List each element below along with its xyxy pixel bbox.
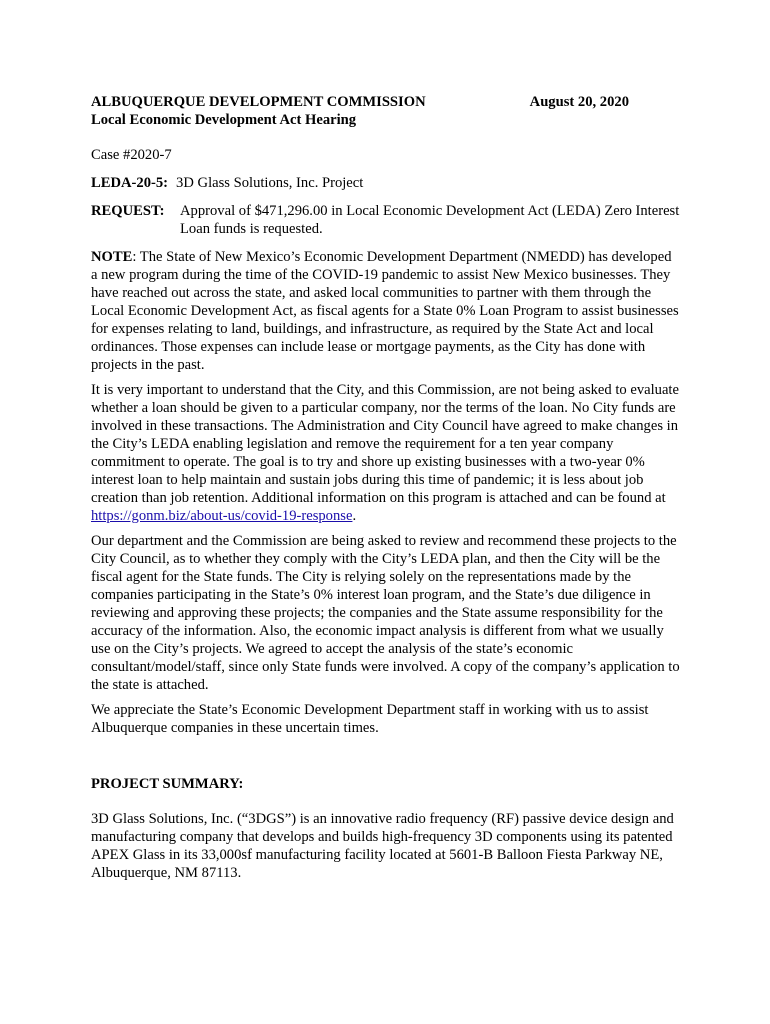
leda-colon: :	[163, 175, 169, 191]
leda-project: 3D Glass Solutions, Inc. Project	[176, 175, 364, 191]
note-label: NOTE	[91, 249, 133, 265]
paragraph-2-text: It is very important to understand that the City, and this Commission, are not being asked to evaluate whether a loan should be given to a particular company, nor the terms of the loan. No City funds are involved in these transactions. The Administration and City Council have agreed to make changes in the City’s LEDA enabling legislation and remove the requirement for a ten year company commitment to operate. The goal is to try and shore up existing businesses with a two-year 0% interest loan to help maintain and sustain jobs during this time of pandemic; it is less about job creation than job retention. Additional information on this program is attached and can be found at	[91, 382, 679, 506]
request-row	[91, 202, 681, 238]
header-row	[91, 93, 681, 111]
covid-response-link[interactable]: https://gonm.biz/about-us/covid-19-response	[91, 508, 353, 524]
paragraph-3: Our department and the Commission are being asked to review and recommend these projects to the City Council, as to whether they comply with the City’s LEDA plan, and then the City will be the fiscal agent for the State funds. The City is relying solely on the representations made by the companies participating in the State’s 0% interest loan program, and the State’s due diligence in reviewing and approving these projects; the companies and the State assume responsibility for the accuracy of the information. Also, the economic impact analysis is different from what we usually use on the City’s projects. We agreed to accept the analysis of the state’s economic consultant/model/staff, since only State funds were involved. A copy of the company’s application to the state is attached.	[91, 533, 680, 693]
document-page	[91, 93, 681, 882]
leda-label: LEDA-20-5	[91, 175, 164, 191]
request-text: Approval of $471,296.00 in Local Economic Development Act (LEDA) Zero Interest Loan funds is requested.	[180, 203, 680, 237]
project-summary-text: 3D Glass Solutions, Inc. (“3DGS”) is an innovative radio frequency (RF) passive device design and manufacturing company that develops and builds high-frequency 3D components using its patented APEX Glass in its 33,000sf manufacturing facility located at 5601-B Balloon Fiesta Parkway NE, Albuquerque, NM 87113.	[91, 811, 674, 881]
note-text: : The State of New Mexico’s Economic Development Department (NMEDD) has developed a new program during the time of the COVID-19 pandemic to assist New Mexico businesses. They have reached out across the state, and asked local communities to partner with them through the Local Economic Development Act, as fiscal agents for a State 0% Loan Program to assist businesses for expenses relating to land, buildings, and infrastructure, as required by the State Act and local ordinances. Those expenses can include lease or mortgage payments, as the City has done with projects in the past.	[91, 249, 679, 373]
case-number: Case #2020-7	[91, 147, 172, 163]
hearing-subtitle: Local Economic Development Act Hearing	[91, 112, 357, 128]
paragraph-2	[91, 381, 681, 525]
note-paragraph	[91, 248, 681, 374]
hearing-date: August 20, 2020	[529, 94, 629, 110]
project-summary-heading: PROJECT SUMMARY:	[91, 776, 244, 792]
leda-row	[91, 174, 681, 192]
paragraph-4: We appreciate the State’s Economic Development Department staff in working with us to assist Albuquerque companies in these uncertain times.	[91, 702, 649, 736]
commission-name: ALBUQUERQUE DEVELOPMENT COMMISSION	[91, 94, 426, 110]
paragraph-2-end: .	[352, 508, 357, 524]
request-label: REQUEST:	[91, 203, 165, 219]
